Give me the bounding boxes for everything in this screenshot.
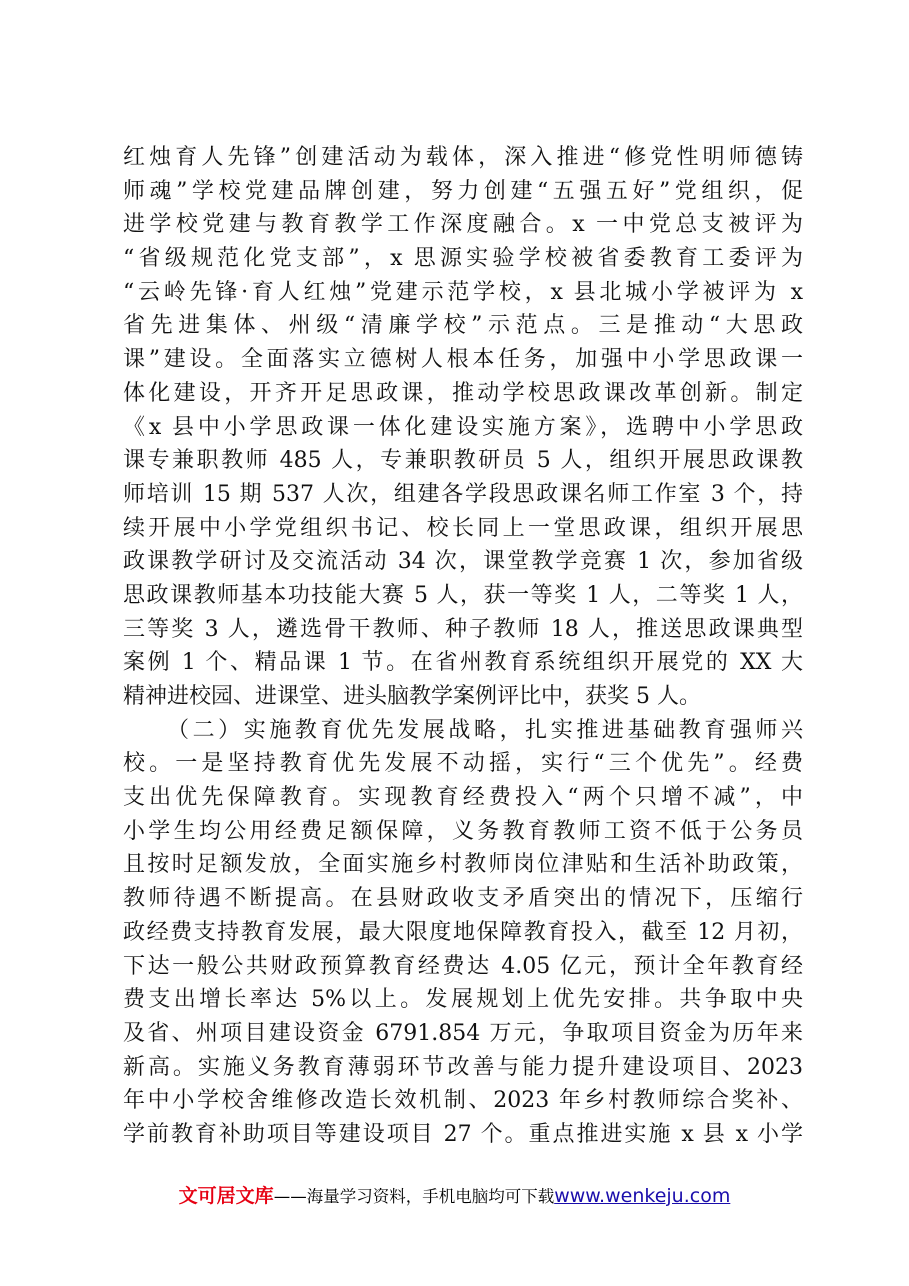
text-line: 省先进集体、州级“清廉学校”示范点。三是推动“大思政	[123, 313, 803, 339]
text-line: 政课教学研讨及交流活动 34 次，课堂教学竞赛 1 次，参加省级	[123, 549, 803, 575]
text-line: 政经费支持教育发展，最大限度地保障教育投入，截至 12 月初，	[123, 919, 803, 945]
text-line: 年中小学校舍维修改造长效机制、2023 年乡村教师综合奖补、	[123, 1088, 803, 1114]
text-line: 进学校党建与教育教学工作深度融合。x 一中党总支被评为	[123, 212, 803, 238]
text-line: 下达一般公共财政预算教育经费达 4.05 亿元，预计全年教育经	[123, 953, 803, 979]
text-line: 学前教育补助项目等建设项目 27 个。重点推进实施 x 县 x 小学	[123, 1121, 803, 1147]
text-line: 思政课教师基本功技能大赛 5 人，获一等奖 1 人，二等奖 1 人，	[123, 582, 803, 608]
text-line: 续开展中小学党组织书记、校长同上一堂思政课，组织开展思	[123, 515, 803, 541]
footer-brand: 文可居文库	[178, 1185, 274, 1207]
text-line: 案例 1 个、精品课 1 节。在省州教育系统组织开展党的 XX 大	[123, 650, 803, 676]
footer-url-link[interactable]: www.wenkeju.com	[554, 1185, 731, 1207]
text-line: 课专兼职教师 485 人，专兼职教研员 5 人，组织开展思政课教	[123, 448, 803, 474]
text-line: 三等奖 3 人，遴选骨干教师、种子教师 18 人，推送思政课典型	[123, 616, 803, 642]
text-line: 体化建设，开齐开足思政课，推动学校思政课改革创新。制定	[123, 380, 803, 406]
text-line: 《x 县中小学思政课一体化建设实施方案》，选聘中小学思政	[123, 414, 803, 440]
text-line: 教师待遇不断提高。在县财政收支矛盾突出的情况下，压缩行	[123, 886, 803, 912]
watermark-footer	[0, 1181, 909, 1213]
text-line: 师魂”学校党建品牌创建，努力创建“五强五好”党组织，促	[123, 178, 803, 204]
text-line: 师培训 15 期 537 人次，组建各学段思政课名师工作室 3 个，持	[123, 481, 803, 507]
text-line: 且按时足额发放，全面实施乡村教师岗位津贴和生活补助政策，	[123, 852, 803, 878]
text-line: 费支出增长率达 5%以上。发展规划上优先安排。共争取中央	[123, 987, 803, 1013]
text-line: 及省、州项目建设资金 6791.854 万元，争取项目资金为历年来	[123, 1020, 803, 1046]
text-line: 精神进校园、进课堂、进头脑教学案例评比中，获奖 5 人。	[123, 684, 701, 709]
text-line: 新高。实施义务教育薄弱环节改善与能力提升建设项目、2023	[123, 1054, 803, 1080]
text-line: “省级规范化党支部”，x 思源实验学校被省委教育工委评为	[123, 246, 803, 272]
text-line: “云岭先锋·育人红烛”党建示范学校，x 县北城小学被评为 x	[123, 279, 803, 305]
section-heading-line: （二）实施教育优先发展战略，扎实推进基础教育强师兴	[167, 717, 803, 743]
text-line: 小学生均公用经费足额保障，义务教育教师工资不低于公务员	[123, 818, 803, 844]
text-line: 红烛育人先锋”创建活动为载体，深入推进“修党性明师德铸	[123, 145, 803, 170]
text-line: 课”建设。全面落实立德树人根本任务，加强中小学思政课一	[123, 347, 803, 373]
document-body	[123, 141, 803, 1152]
footer-tagline: ——海量学习资料，手机电脑均可下载	[273, 1187, 555, 1206]
text-line: 支出优先保障教育。实现教育经费投入“两个只增不减”，中	[123, 785, 803, 811]
text-line: 校。一是坚持教育优先发展不动摇，实行“三个优先”。经费	[123, 751, 803, 777]
